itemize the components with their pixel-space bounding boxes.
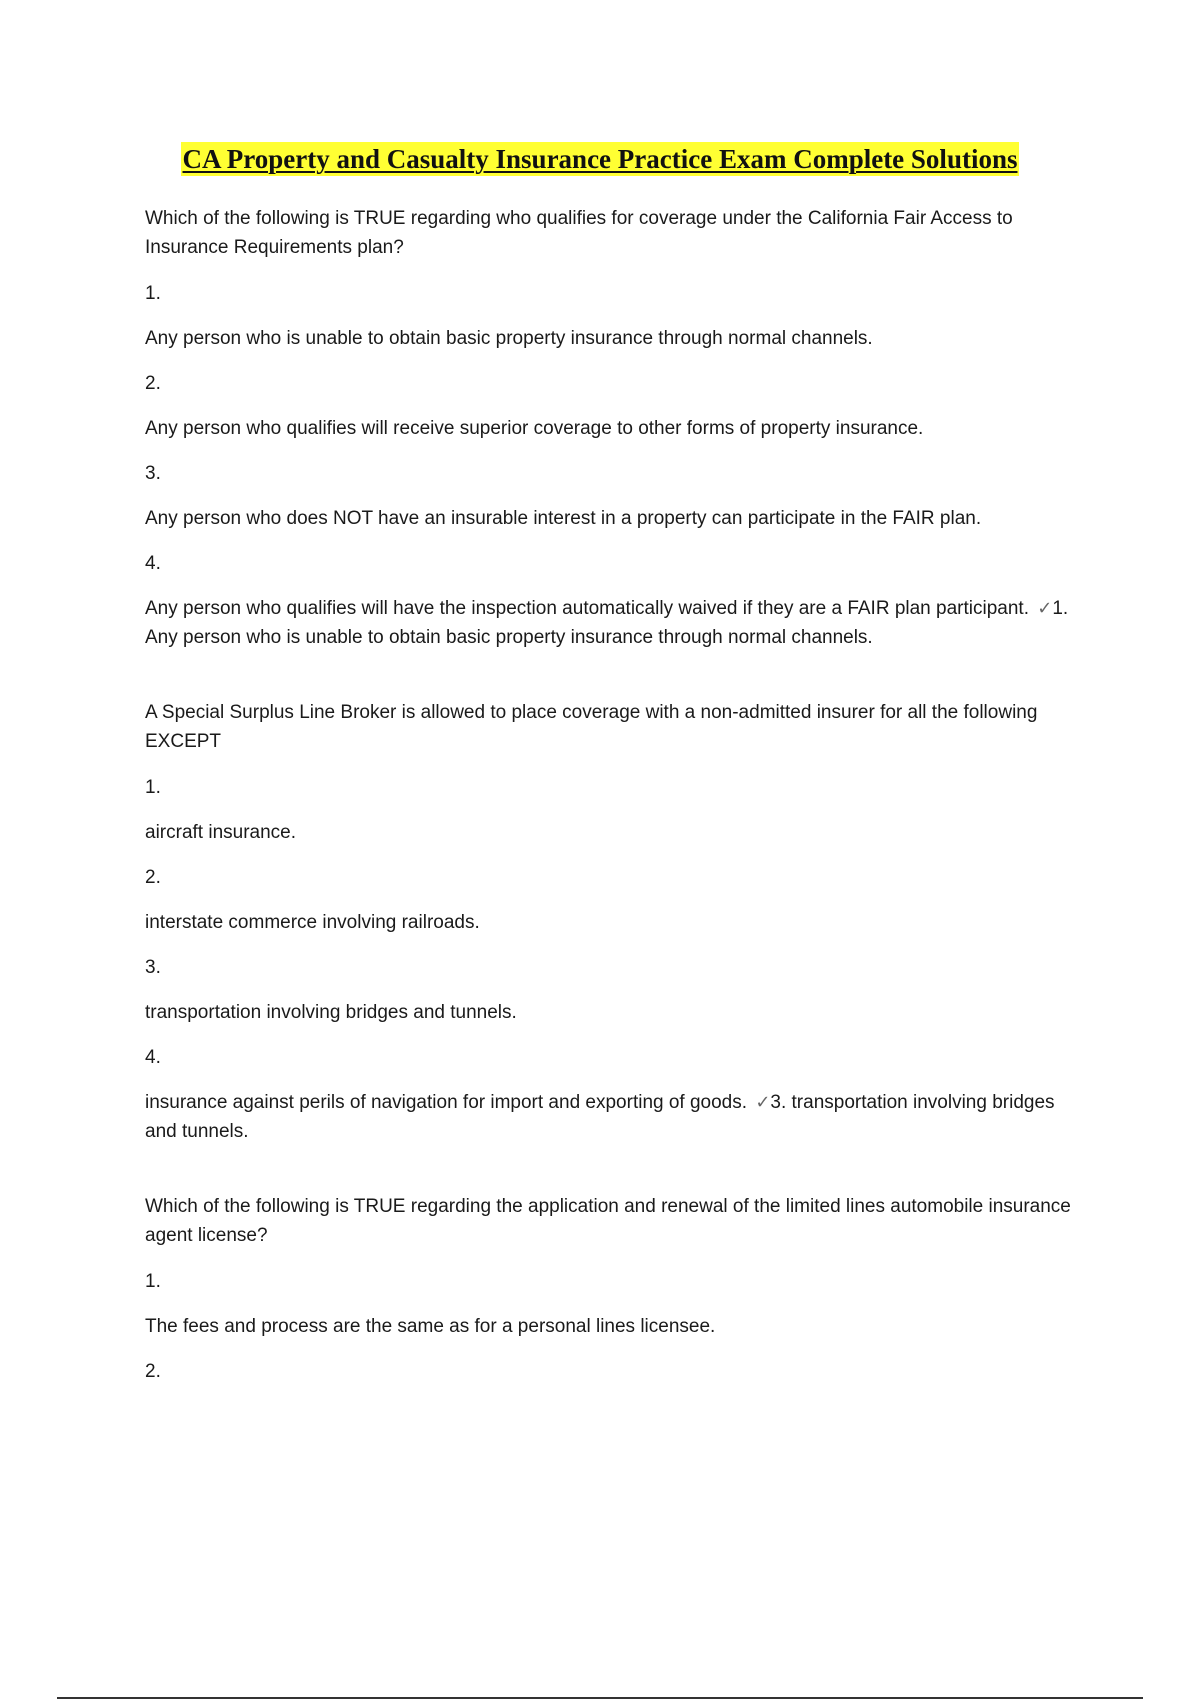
option-text: interstate commerce involving railroads. [145, 912, 480, 933]
option-text: aircraft insurance. [145, 822, 297, 843]
option-text: Any person who is unable to obtain basic property insurance through normal channels. [145, 328, 873, 349]
answer-text: 3. transportation involving bridges and tunnels. [145, 1092, 1055, 1142]
option-text: Any person who does NOT have an insurable interest in a property can participate in the FAIR plan. [145, 508, 982, 529]
option-with-answer [145, 594, 1085, 652]
option-number: 2. [145, 867, 161, 888]
option-text: The fees and process are the same as for a personal lines licensee. [145, 1316, 716, 1337]
question-text: Which of the following is TRUE regarding who qualifies for coverage under the California Fair Access to Insurance Requirements plan? [145, 208, 1013, 258]
page-bottom-rule [57, 1697, 1143, 1699]
question-block [145, 1192, 1085, 1386]
document-body [145, 204, 1085, 1432]
option-text: insurance against perils of navigation for import and exporting of goods. [145, 1092, 748, 1113]
option-number: 3. [145, 957, 161, 978]
option-number: 1. [145, 777, 161, 798]
check-mark-icon: ✓ [755, 1092, 771, 1113]
option-number: 4. [145, 1047, 161, 1068]
option-number: 2. [145, 1361, 161, 1382]
title-container [0, 142, 1200, 176]
option-text: transportation involving bridges and tunnels. [145, 1002, 517, 1023]
question-text: Which of the following is TRUE regarding the application and renewal of the limited lines automobile insurance agent license? [145, 1196, 1071, 1246]
option-number: 4. [145, 553, 161, 574]
option-number: 1. [145, 283, 161, 304]
option-number: 1. [145, 1271, 161, 1292]
question-block [145, 698, 1085, 1146]
option-text: Any person who qualifies will have the inspection automatically waived if they are a FAIR plan participant. [145, 598, 1029, 619]
option-number: 2. [145, 373, 161, 394]
question-block [145, 204, 1085, 652]
option-number: 3. [145, 463, 161, 484]
check-mark-icon: ✓ [1037, 598, 1053, 619]
document-title: CA Property and Casualty Insurance Practice Exam Complete Solutions [182, 144, 1018, 174]
question-text: A Special Surplus Line Broker is allowed to place coverage with a non-admitted insurer for all the following EXCEPT [145, 702, 1038, 752]
answer-text: 1. Any person who is unable to obtain basic property insurance through normal channels. [145, 598, 1069, 648]
option-with-answer [145, 1088, 1085, 1146]
option-text: Any person who qualifies will receive superior coverage to other forms of property insurance. [145, 418, 924, 439]
